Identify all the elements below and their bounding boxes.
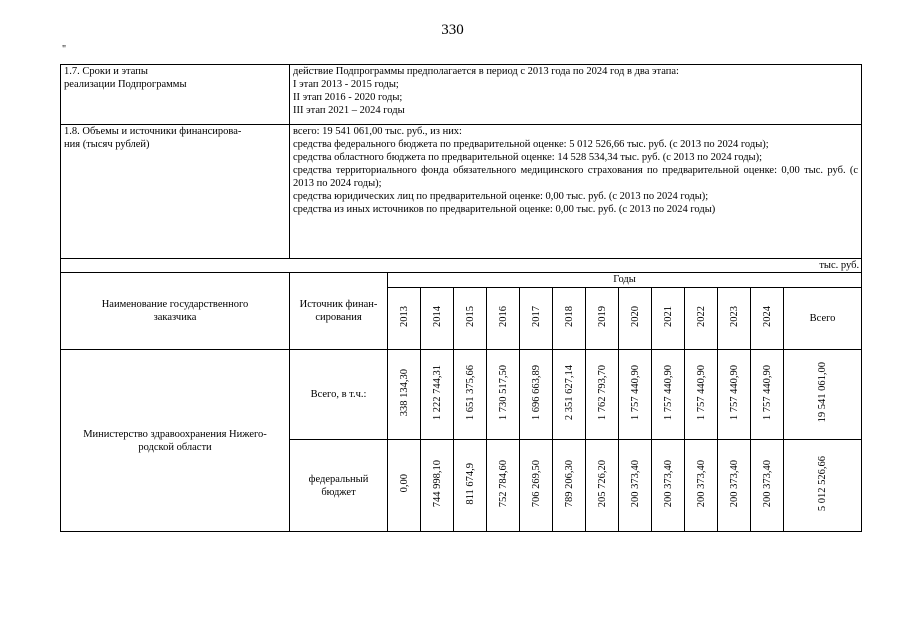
- col-header-years: Годы: [388, 273, 862, 288]
- info-line: средства из иных источников по предварительной оценке: 0,00 тыс. руб. (с 2013 по 2024 годы): [293, 204, 716, 215]
- total-cell: 5 012 526,66: [784, 440, 862, 532]
- year-header: 2013: [388, 288, 421, 350]
- source-label: федеральный бюджет: [290, 440, 388, 532]
- table-row: [61, 350, 862, 440]
- quote-mark: ": [62, 44, 67, 55]
- value-cell: 1 757 440,90: [619, 350, 652, 440]
- info-line: всего: 19 541 061,00 тыс. руб., из них:: [293, 126, 462, 137]
- source-label: Всего, в т.ч.:: [290, 350, 388, 440]
- value-cell: 1 762 793,70: [586, 350, 619, 440]
- header-row-years: [61, 273, 862, 288]
- info-line: I этап 2013 - 2015 годы;: [293, 79, 399, 90]
- value-cell: 200 373,40: [718, 440, 751, 532]
- year-header: 2019: [586, 288, 619, 350]
- unit-label: тыс. руб.: [61, 259, 862, 273]
- value-cell: 789 206,30: [553, 440, 586, 532]
- passport-table: [60, 64, 862, 532]
- value-cell: 205 726,20: [586, 440, 619, 532]
- info-line: II этап 2016 - 2020 годы;: [293, 92, 403, 103]
- value-cell: 338 134,30: [388, 350, 421, 440]
- value-cell: 200 373,40: [685, 440, 718, 532]
- info-line: действие Подпрограммы предполагается в период с 2013 года по 2024 год в два этапа:: [293, 66, 679, 77]
- year-header: 2024: [751, 288, 784, 350]
- value-cell: 706 269,50: [520, 440, 553, 532]
- value-cell: 0,00: [388, 440, 421, 532]
- customer-name: Министерство здравоохранения Нижего- родской области: [61, 350, 290, 532]
- value-cell: 1 757 440,90: [685, 350, 718, 440]
- info-line: средства федерального бюджета по предварительной оценке: 5 012 526,66 тыс. руб. (с 2013 по 2024 годы);: [293, 139, 769, 150]
- info-label: 1.7. Сроки и этапы реализации Подпрограммы: [61, 65, 290, 125]
- col-header-source: Источник финан- сирования: [290, 273, 388, 350]
- year-header: 2021: [652, 288, 685, 350]
- value-cell: 200 373,40: [619, 440, 652, 532]
- info-line: средства территориального фонда обязательного медицинского страхования по предварительной оценке: 0,00 тыс. руб. (с 2013 по 2024 годы);: [293, 165, 859, 189]
- value-cell: 1 757 440,90: [718, 350, 751, 440]
- value-cell: 1 757 440,90: [652, 350, 685, 440]
- year-header: 2014: [421, 288, 454, 350]
- info-label: 1.8. Объемы и источники финансирова- ния (тысяч рублей): [61, 125, 290, 259]
- value-cell: 200 373,40: [751, 440, 784, 532]
- year-header: 2015: [454, 288, 487, 350]
- year-header: 2020: [619, 288, 652, 350]
- year-header: 2016: [487, 288, 520, 350]
- year-header: 2018: [553, 288, 586, 350]
- col-header-customer: Наименование государственного заказчика: [61, 273, 290, 350]
- value-cell: 744 998,10: [421, 440, 454, 532]
- value-cell: 200 373,40: [652, 440, 685, 532]
- total-cell: 19 541 061,00: [784, 350, 862, 440]
- info-line: III этап 2021 – 2024 годы: [293, 105, 405, 116]
- year-header: 2023: [718, 288, 751, 350]
- value-cell: 811 674,9: [454, 440, 487, 532]
- year-header: 2022: [685, 288, 718, 350]
- value-cell: 752 784,60: [487, 440, 520, 532]
- info-value: [290, 65, 862, 125]
- value-cell: 1 730 517,50: [487, 350, 520, 440]
- page-number: 330: [441, 22, 464, 38]
- info-row-terms: [61, 65, 862, 125]
- info-row-funding: [61, 125, 862, 259]
- info-line: средства юридических лиц по предварительной оценке: 0,00 тыс. руб. (с 2013 по 2024 годы);: [293, 191, 709, 202]
- info-line: средства областного бюджета по предварительной оценке: 14 528 534,34 тыс. руб. (с 2013 по 2024 годы);: [293, 152, 763, 163]
- value-cell: 1 757 440,90: [751, 350, 784, 440]
- value-cell: 2 351 627,14: [553, 350, 586, 440]
- col-header-total: Всего: [784, 288, 862, 350]
- value-cell: 1 696 663,89: [520, 350, 553, 440]
- value-cell: 1 651 375,66: [454, 350, 487, 440]
- info-value: [290, 125, 862, 259]
- year-header: 2017: [520, 288, 553, 350]
- value-cell: 1 222 744,31: [421, 350, 454, 440]
- unit-row: [61, 259, 862, 273]
